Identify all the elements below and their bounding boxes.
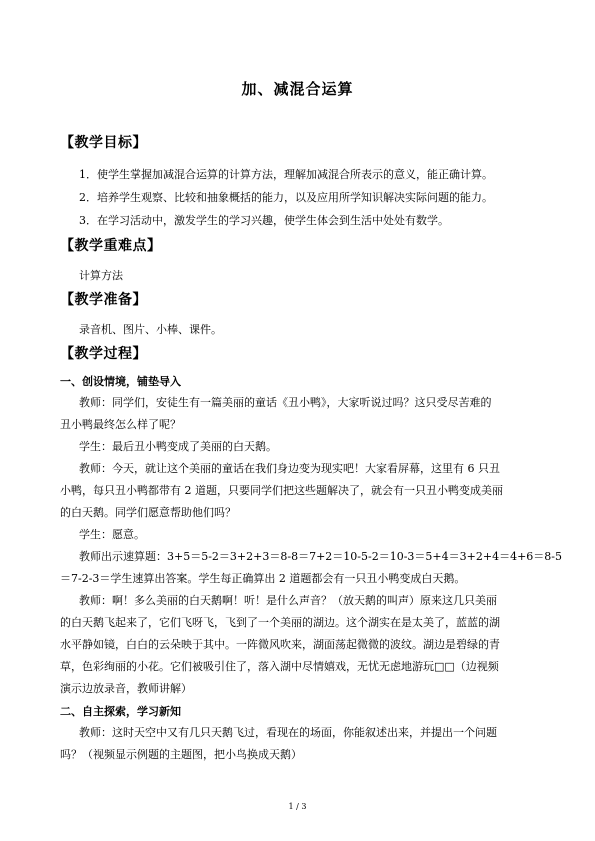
- paragraph-line: 演示边放录音，教师讲解）: [60, 682, 192, 695]
- goal-item: 3．在学习活动中，激发学生的学习兴趣，使学生体会到生活中处处有数学。: [79, 214, 449, 227]
- preparation-text: 录音机、图片、小棒、课件。: [79, 323, 222, 336]
- goal-item: 1．使学生掌握加减混合运算的计算方法，理解加减混合所表示的意义，能正确计算。: [79, 168, 493, 181]
- paragraph-line: 的白天鹅。同学们愿意帮助他们吗？: [60, 506, 236, 519]
- section-heading-goals: 【教学目标】: [60, 135, 147, 151]
- process-part2-title: 二、自主探索，学习新知: [60, 705, 181, 718]
- paragraph-line: 小鸭，每只丑小鸭都带有 2 道题，只要同学们把这些题解决了，就会有一只丑小鸭变成美丽: [60, 484, 503, 497]
- process-part1-title: 一、创设情境，铺垫导入: [60, 375, 181, 388]
- paragraph-line: 草，色彩绚丽的小花。它们被吸引住了，落入湖中尽情嬉戏，无忧无虑地游玩□□（边视频: [60, 660, 499, 673]
- paragraph-line: 吗？（视频显示例题的主题图，把小鸟换成天鹅）: [60, 748, 302, 761]
- section-heading-key-points: 【教学重难点】: [60, 238, 162, 254]
- paragraph-line: 水平静如镜，白白的云朵映于其中。一阵微风吹来，湖面荡起微微的波纹。湖边是碧绿的青: [60, 638, 500, 651]
- paragraph-line: 学生：最后丑小鸭变成了美丽的白天鹅。: [79, 440, 277, 453]
- paragraph-line: 教师：啊！多么美丽的白天鹅啊！听！是什么声音？（放天鹅的叫声）原来这几只美丽: [79, 594, 497, 607]
- goal-item: 2．培养学生观察、比较和抽象概括的能力，以及应用所学知识解决实际问题的能力。: [79, 191, 493, 204]
- paragraph-line: 教师出示速算题：3+5＝5-2＝3+2+3＝8-8＝7+2＝10-5-2＝10-3＝5+4＝3+2+4＝4+6＝8-5: [79, 550, 562, 563]
- document-title: 加、减混合运算: [241, 80, 354, 98]
- paragraph-line: 教师：这时天空中又有几只天鹅飞过，看现在的场面，你能叙述出来，并提出一个问题: [79, 726, 497, 739]
- paragraph-line: 教师：同学们，安徒生有一篇美丽的童话《丑小鸭》，大家听说过吗？这只受尽苦难的: [79, 396, 492, 409]
- paragraph-line: 的白天鹅飞起来了，它们飞呀飞，飞到了一个美丽的湖边。这个湖实在是太美了，蓝蓝的湖: [60, 616, 500, 629]
- key-points-text: 计算方法: [79, 269, 123, 282]
- paragraph-line: 丑小鸭最终怎么样了呢？: [60, 418, 181, 431]
- page-number: 1 / 3: [288, 802, 307, 811]
- section-heading-process: 【教学过程】: [60, 346, 147, 362]
- paragraph-line: 学生：愿意。: [79, 528, 145, 541]
- section-heading-preparation: 【教学准备】: [60, 292, 147, 308]
- paragraph-line: 教师：今天，就让这个美丽的童话在我们身边变为现实吧！大家看屏幕，这里有 6 只丑: [79, 462, 500, 475]
- paragraph-line: ＝7-2-3＝学生速算出答案。学生每正确算出 2 道题都会有一只丑小鸭变成白天鹅。: [60, 572, 466, 585]
